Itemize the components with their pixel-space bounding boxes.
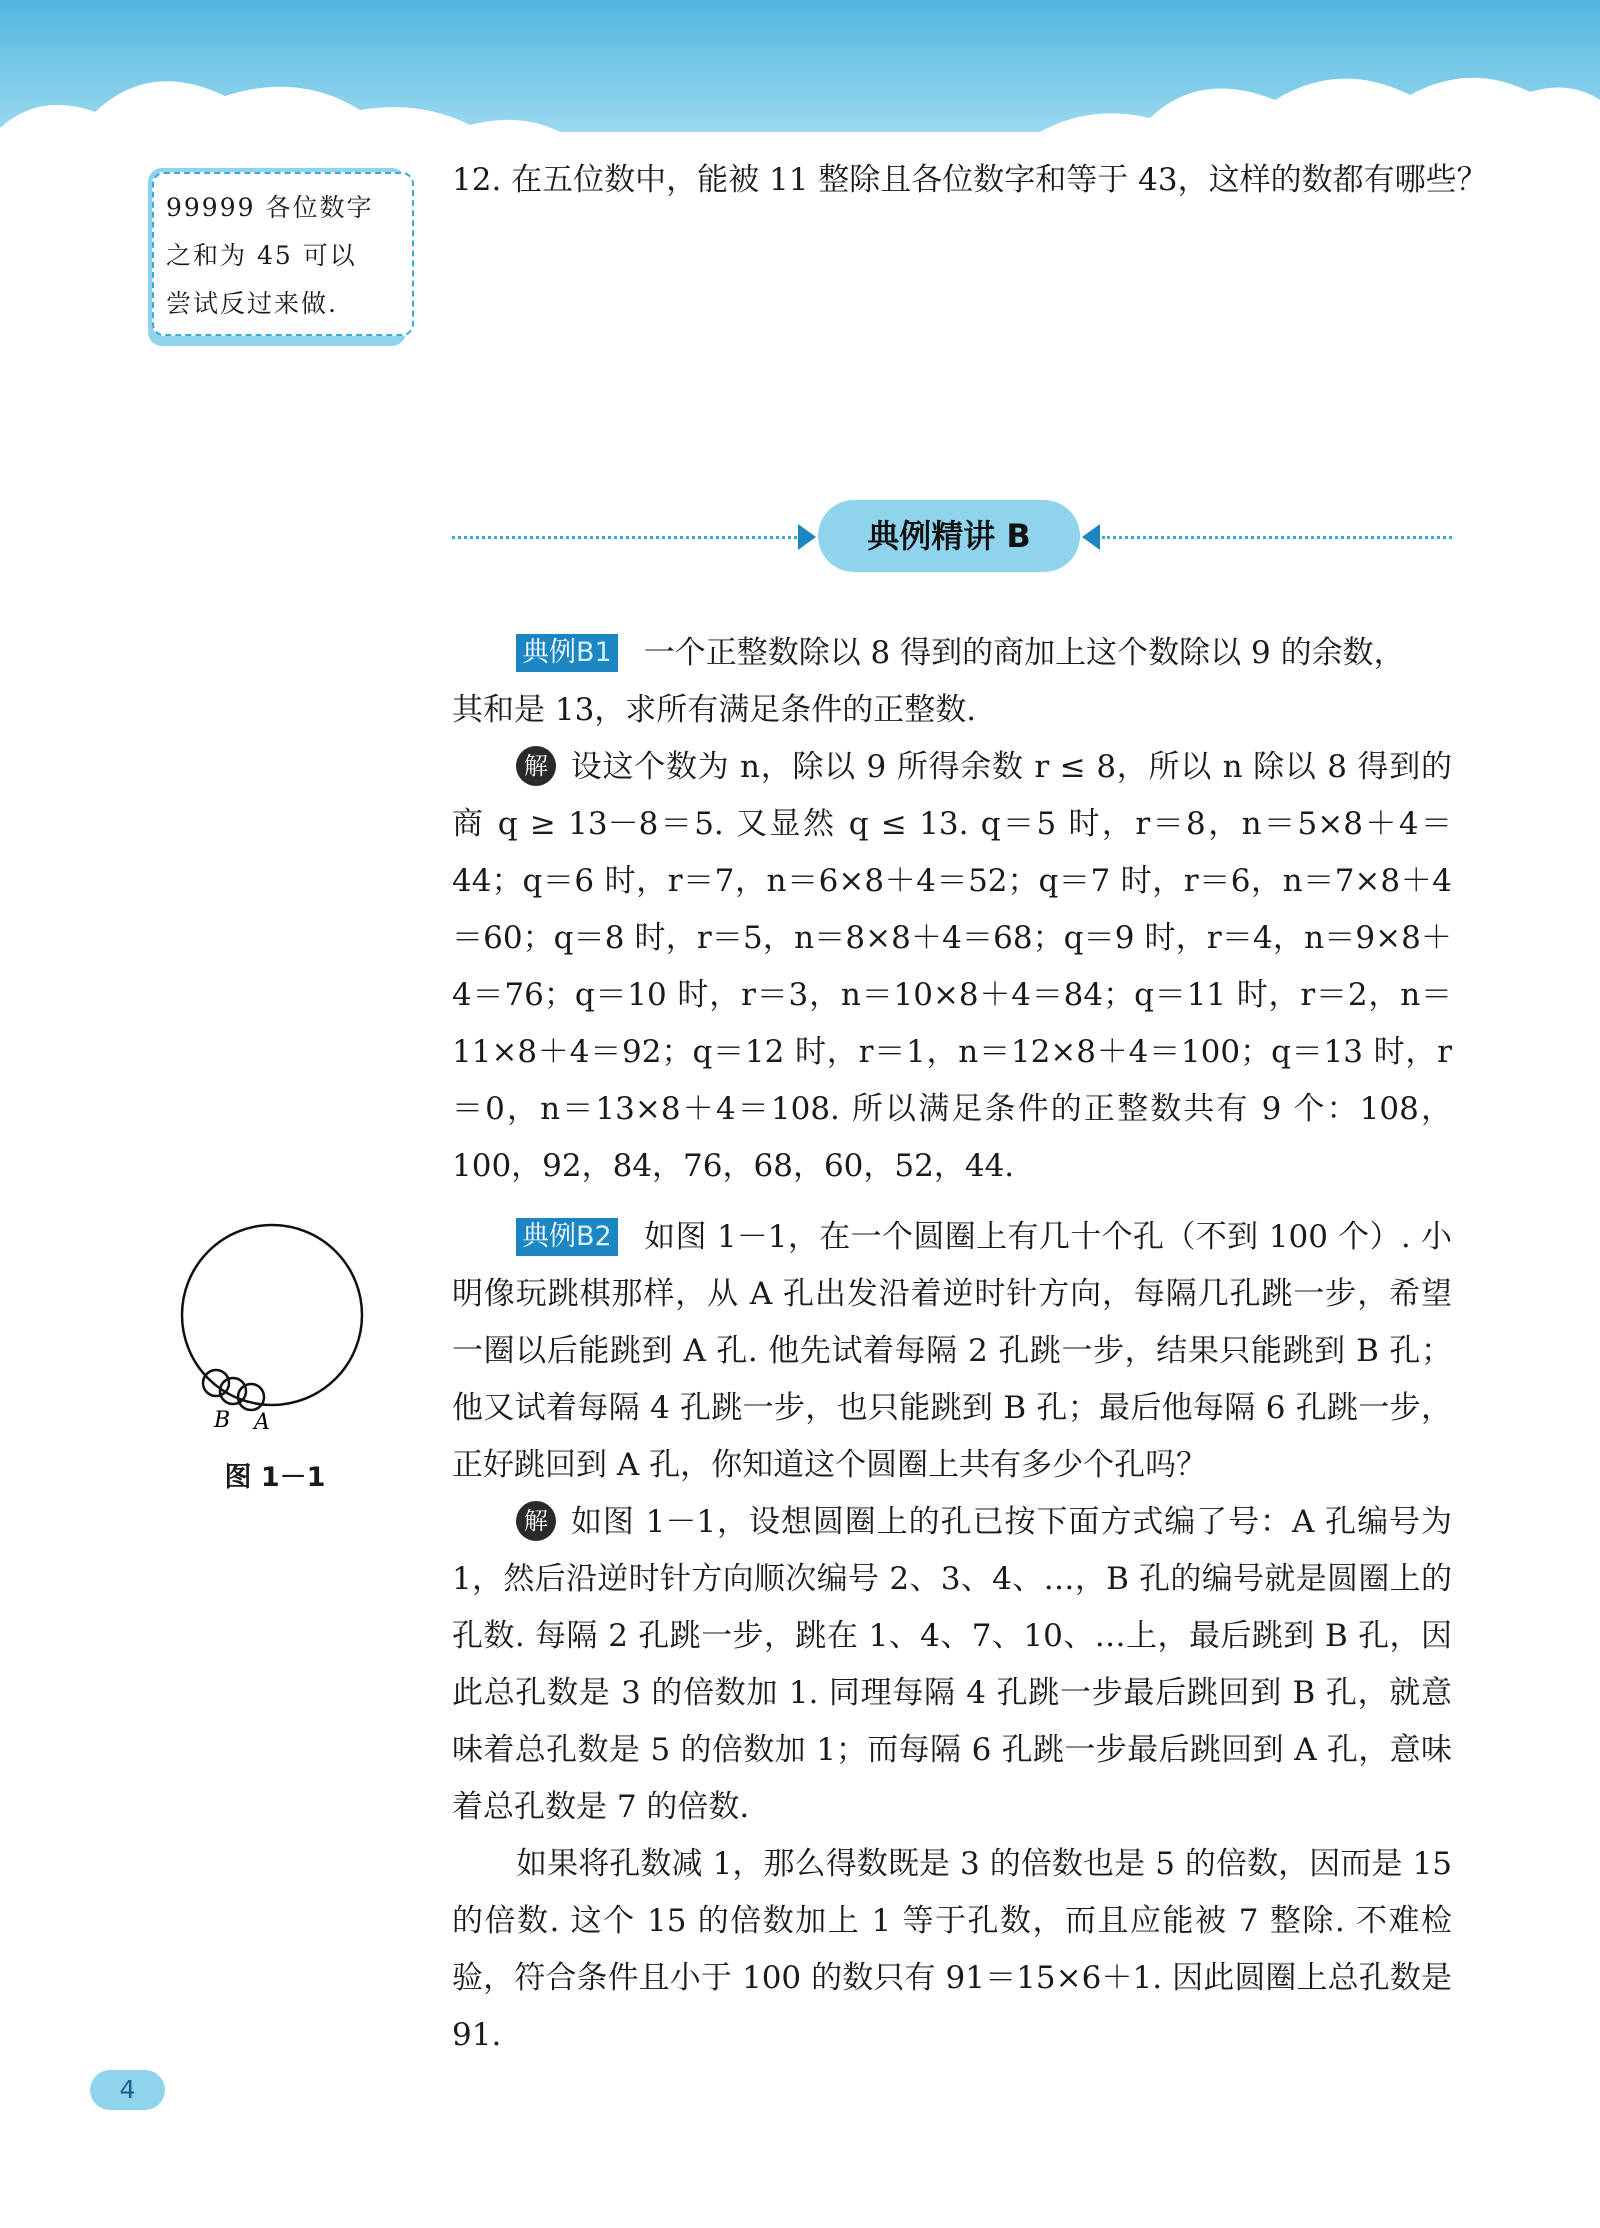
example-tag-number: B2 — [576, 1221, 612, 1252]
page-number: 4 — [90, 2070, 165, 2110]
example-b1-tag — [516, 634, 618, 672]
example-b2-question — [452, 1209, 1452, 1494]
label-b: B — [214, 1408, 231, 1433]
tip-line: 99999 各位数字 — [166, 193, 374, 222]
hole-b — [203, 1370, 229, 1396]
section-title: 典例精讲 B — [818, 500, 1080, 572]
dotted-divider-left — [452, 536, 797, 539]
main-content — [452, 625, 1452, 2064]
figure-caption: 图 1－1 — [224, 1462, 326, 1493]
example-b2-solution — [452, 1494, 1452, 1836]
circle-holes-diagram — [170, 1215, 380, 1455]
circle-ring — [182, 1225, 362, 1405]
section-header — [452, 500, 1452, 580]
figure-1-1 — [170, 1215, 380, 1493]
label-a: A — [254, 1410, 270, 1435]
example-b1-question-line: 一个正整数除以 8 得到的商加上这个数除以 9 的余数， — [643, 635, 1405, 671]
example-b1-solution — [452, 739, 1452, 1195]
solution-badge-icon: 解 — [516, 1501, 556, 1541]
example-b1-question — [452, 625, 1452, 739]
solution-badge-icon: 解 — [516, 746, 556, 786]
side-tip-box — [148, 168, 406, 346]
side-tip-content — [152, 172, 414, 336]
example-b2-solution-text: 如图 1－1，设想圆圈上的孔已按下面方式编了号：A 孔编号为 1，然后沿逆时针方向顺次编号 2、3、4、…，B 孔的编号就是圆圈上的孔数. 每隔 2 孔跳一步，跳在 1、4、7、10、…上，最后跳到 B 孔，因此总孔数是 3 的倍数加 1. 同理每隔 4 孔跳一步最后跳回到 B 孔，就意味着总孔数是 5 的倍数加 1；而每隔 6 孔跳一步最后跳回到 A 孔，意味着总孔数是 7 的倍数. — [452, 1504, 1452, 1825]
arrow-left-icon — [1082, 524, 1100, 550]
example-b2-tag — [516, 1218, 618, 1256]
header-cloud-banner — [0, 0, 1600, 150]
tip-line: 之和为 45 可以 — [166, 241, 357, 270]
example-b2-question-text: 如图 1－1，在一个圆圈上有几十个孔（不到 100 个）. 小明像玩跳棋那样，从 A 孔出发沿着逆时针方向，每隔几孔跳一步，希望一圈以后能跳到 A 孔. 他先试着每隔 2 孔跳一步，结果只能跳到 B 孔；他又试着每隔 4 孔跳一步，也只能跳到 B 孔；最后他每隔 6 孔跳一步，正好跳回到 A 孔，你知道这个圆圈上共有多少个孔吗？ — [452, 1219, 1452, 1483]
example-b1-solution-text: 设这个数为 n，除以 9 所得余数 r ≤ 8，所以 n 除以 8 得到的商 q ≥ 13－8＝5. 又显然 q ≤ 13. q＝5 时，r＝8，n＝5×8＋4＝44；q＝6 时，r＝7，n＝6×8＋4＝52；q＝7 时，r＝6，n＝7×8＋4＝60；q＝8 时，r＝5，n＝8×8＋4＝68；q＝9 时，r＝4，n＝9×8＋4＝76；q＝10 时，r＝3，n＝10×8＋4＝84；q＝11 时，r＝2，n＝11×8＋4＝92；q＝12 时，r＝1，n＝12×8＋4＝100；q＝13 时，r＝0，n＝13×8＋4＝108. 所以满足条件的正整数共有 9 个：108，100，92，84，76，68，60，52，44. — [452, 749, 1452, 1184]
example-tag-number: B1 — [576, 637, 612, 668]
example-tag-prefix: 典例 — [522, 637, 576, 668]
example-b2-conclusion: 如果将孔数减 1，那么得数既是 3 的倍数也是 5 的倍数，因而是 15 的倍数. 这个 15 的倍数加上 1 等于孔数，而且应能被 7 整除. 不难检验，符合条件且小于 100 的数只有 91＝15×6＋1. 因此圆圈上总孔数是 91. — [452, 1846, 1452, 2053]
tip-line: 尝试反过来做. — [166, 289, 338, 318]
problem-12: 12. 在五位数中，能被 11 整除且各位数字和等于 43，这样的数都有哪些？ — [452, 162, 1488, 198]
dotted-divider-right — [1102, 536, 1452, 539]
example-tag-prefix: 典例 — [522, 1221, 576, 1252]
hole-a — [238, 1384, 264, 1410]
arrow-right-icon — [798, 524, 816, 550]
example-b1-question-line: 其和是 13，求所有满足条件的正整数. — [452, 692, 977, 728]
